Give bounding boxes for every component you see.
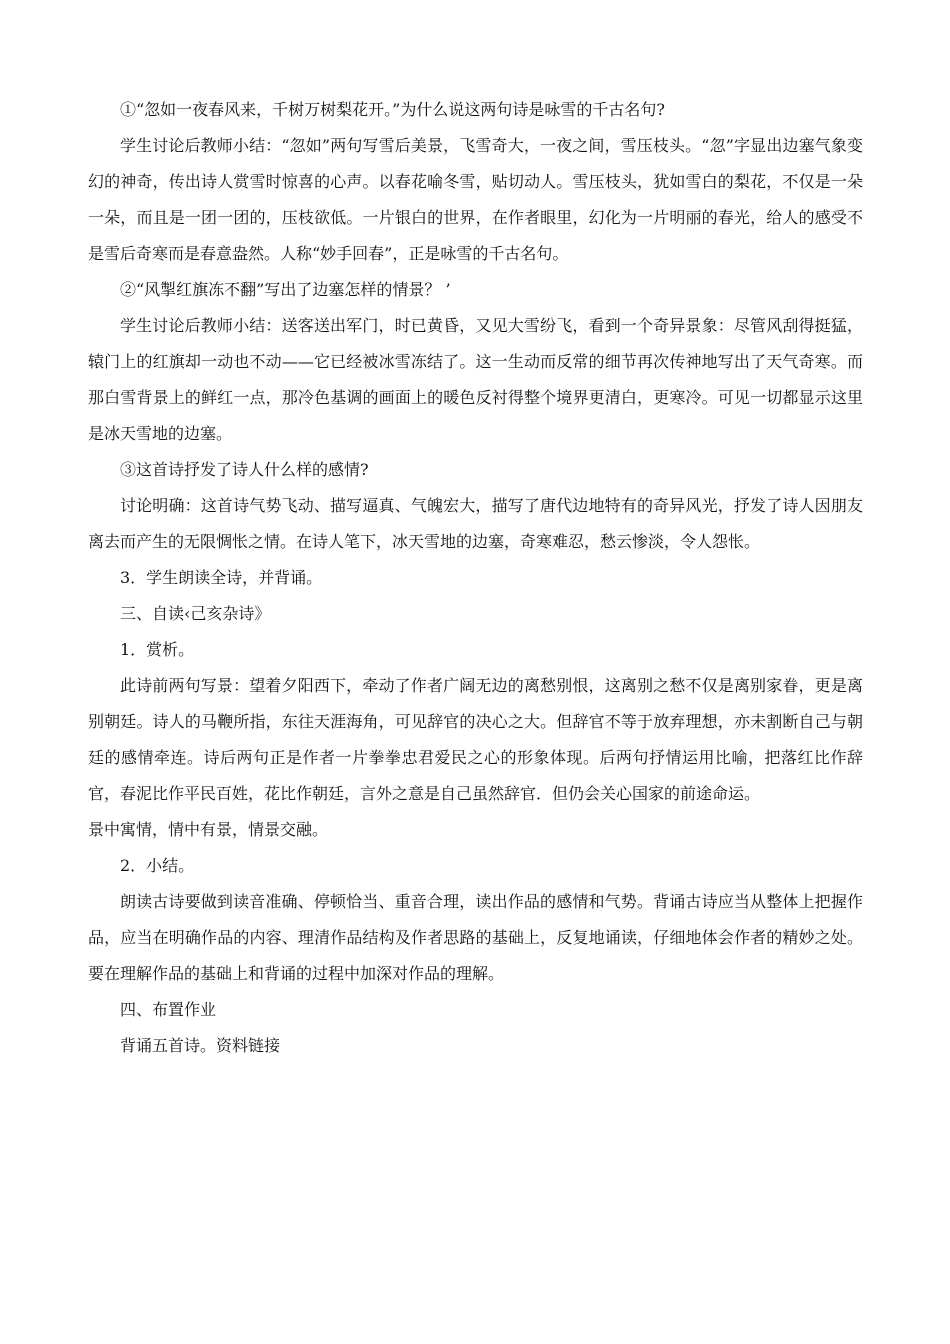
answer-2: 学生讨论后教师小结：送客送出军门，时已黄昏，又见大雪纷飞，看到一个奇异景象：尽管风刮得挺猛，辕门上的红旗却一动也不动——它已经被冰雪冻结了。这一生动而反常的细节再次传神地写出了天气奇寒。而那白雪背景上的鲜红一点，那冷色基调的画面上的暖色反衬得整个境界更清白，更寒冷。可见一切都显示这里是冰天雪地的边塞。 [88,316,863,443]
scene-emotion-line: 景中寓情，情中有景，情景交融。 [88,820,329,839]
subsection-summary: 2．小结。 [120,856,195,875]
document-body [88,92,863,1064]
subsection-appreciation: 1．赏析。 [120,640,195,659]
section-3-heading: 三、自读‹己亥杂诗》 [120,604,271,623]
question-1: ①“忽如一夜春风来，千树万树梨花开。”为什么说这两句诗是咏雪的千古名句? [120,100,665,119]
question-2: ②“风掣红旗冻不翻”写出了边塞怎样的情景？ ’ [120,280,451,299]
answer-1: 学生讨论后教师小结：“忽如”两句写雪后美景，飞雪奇大，一夜之间，雪压枝头。“忽”字显出边塞气象变幻的神奇，传出诗人赏雪时惊喜的心声。以春花喻冬雪，贴切动人。雪压枝头，犹如雪白的梨花，不仅是一朵一朵，而且是一团一团的，压枝欲低。一片银白的世界，在作者眼里，幻化为一片明丽的春光，给人的感受不是雪后奇寒而是春意盎然。人称“妙手回春”，正是咏雪的千古名句。 [88,136,863,263]
homework-text: 背诵五首诗。资料链接 [120,1036,281,1055]
summary-text: 朗读古诗要做到读音准确、停顿恰当、重音合理，读出作品的感情和气势。背诵古诗应当从整体上把握作品，应当在明确作品的内容、理清作品结构及作者思路的基础上，反复地诵读，仔细地体会作者的精妙之处。要在理解作品的基础上和背诵的过程中加深对作品的理解。 [88,892,863,983]
answer-3: 讨论明确：这首诗气势飞动、描写逼真、气魄宏大，描写了唐代边地特有的奇异风光，抒发了诗人因朋友离去而产生的无限惆怅之情。在诗人笔下，冰天雪地的边塞，奇寒难忍，愁云惨淡，令人怨怅。 [88,496,863,551]
question-3: ③这首诗抒发了诗人什么样的感情? [120,460,369,479]
section-4-heading: 四、布置作业 [120,1000,217,1019]
appreciation-text: 此诗前两句写景：望着夕阳西下，牵动了作者广阔无边的离愁别恨，这离别之愁不仅是离别家眷，更是离别朝廷。诗人的马鞭所指，东往天涯海角，可见辞官的决心之大。但辞官不等于放弃理想，亦未割断自己与朝廷的感情牵连。诗后两句正是作者一片拳拳忠君爱民之心的形象体现。后两句抒情运用比喻，把落红比作辞官，春泥比作平民百姓，花比作朝廷，言外之意是自己虽然辞官．但仍会关心国家的前途命运。 [88,676,863,803]
step-3-recite: 3．学生朗读全诗，并背诵。 [120,568,323,587]
